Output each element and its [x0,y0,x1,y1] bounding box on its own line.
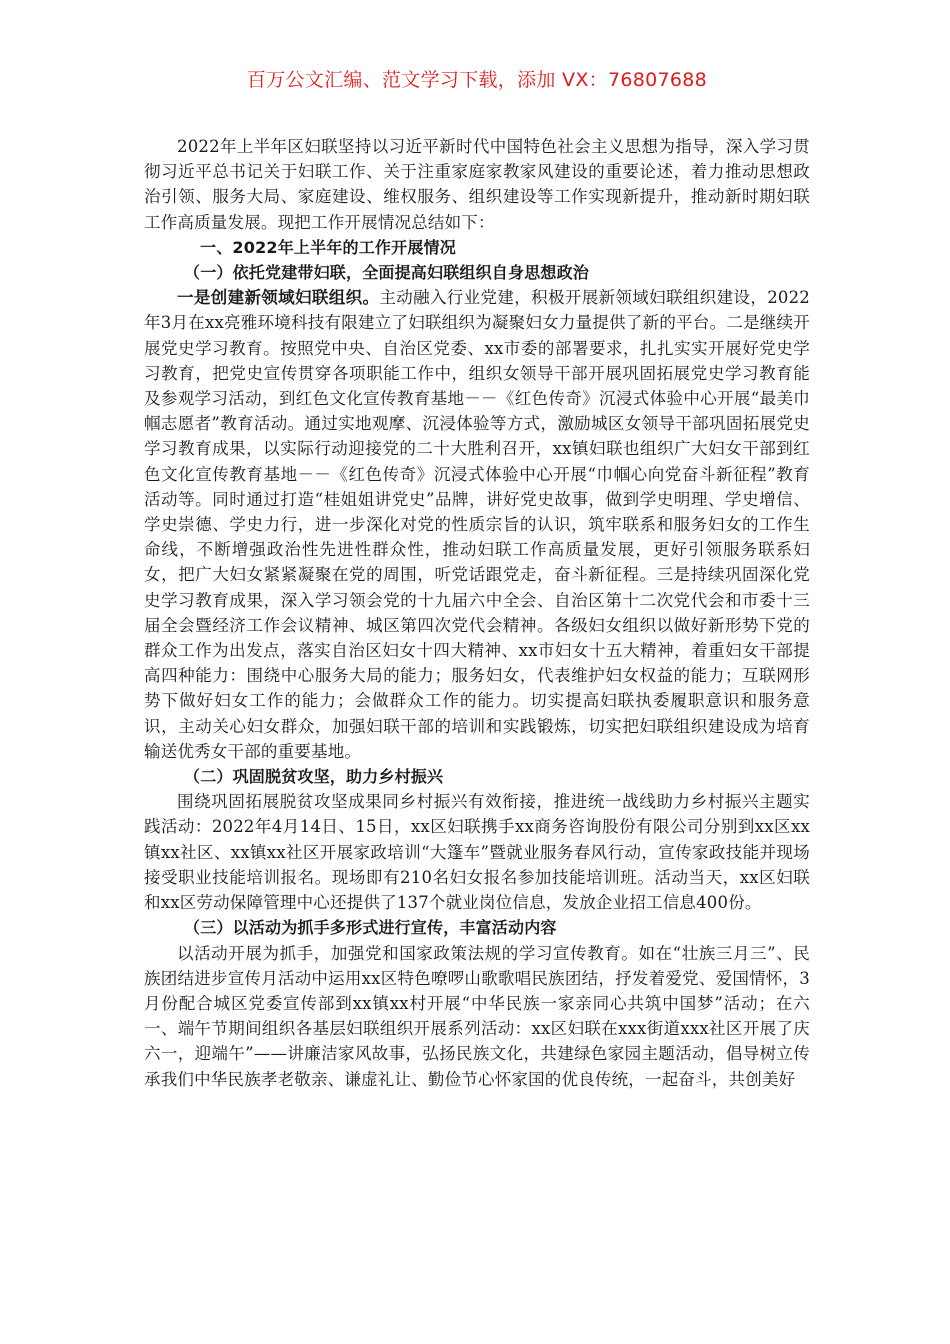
subsection-heading-1: （一）依托党建带妇联，全面提高妇联组织自身思想政治 [184,263,590,283]
header-banner: 百万公文汇编、范文学习下载，添加 VX：76807688 [246,69,708,91]
intro-paragraph: 2022年上半年区妇联坚持以习近平新时代中国特色社会主义思想为指导，深入学习贯彻习近平总书记关于妇联工作、关于注重家庭家教家风建设的重要论述，着力推动思想政治引领、服务大局、家庭建设、维权服务、组织建设等工作实现新提升，推动新时期妇联工作高质量发展。现把工作开展情况总结如下： [144,137,810,232]
document-body [144,134,810,1092]
section-heading: 一、2022年上半年的工作开展情况 [200,237,456,257]
subsection-3-paragraph: 以活动开展为抓手，加强党和国家政策法规的学习宣传教育。如在“壮族三月三”、民族团结进步宣传月活动中运用xx区特色嘹啰山歌歌唱民族团结，抒发着爱党、爱国情怀，3月份配合城区党委宣传部到xx镇xx村开展“中华民族一家亲同心共筑中国梦”活动；在六一、端午节期间组织各基层妇联组织开展系列活动：xx区妇联在xxx街道xxx社区开展了庆六一，迎端午”——讲廉洁家风故事，弘扬民族文化，共建绿色家园主题活动，倡导树立传承我们中华民族孝老敬亲、谦虚礼让、勤俭节心怀家国的优良传统，一起奋斗，共创美好 [144,943,810,1089]
subsection-1-text: 主动融入行业党建，积极开展新领域妇联组织建设，2022年3月在xx亮雅环境科技有限建立了妇联组织为凝聚妇女力量提供了新的平台。二是继续开展党史学习教育。按照党中央、自治区党委、xx市委的部署要求，扎扎实实开展好党史学习教育，把党史宣传贯穿各项职能工作中，组织女领导干部开展巩固拓展党史学习教育能及参观学习活动，到红色文化宣传教育基地－－《红色传奇》沉浸式体验中心开展“最美巾帼志愿者”教育活动。通过实地观摩、沉浸体验等方式，激励城区女领导干部巩固拓展党史学习教育成果，以实际行动迎接党的二十大胜利召开，xx镇妇联也组织广大妇女干部到红色文化宣传教育基地－－《红色传奇》沉浸式体验中心开展“巾帼心向党奋斗新征程”教育活动等。同时通过打造“桂姐姐讲党史”品牌，讲好党史故事，做到学史明理、学史增信、学史崇德、学史力行，进一步深化对党的性质宗旨的认识，筑牢联系和服务妇女的工作生命线，不断增强政治性先进性群众性，推动妇联工作高质量发展，更好引领服务联系妇女，把广大妇女紧紧凝聚在党的周围，听党话跟党走，奋斗新征程。三是持续巩固深化党史学习教育成果，深入学习领会党的十九届六中全会、自治区第十二次党代会和市委十三届全会暨经济工作会议精神、城区第四次党代会精神。各级妇女组织以做好新形势下党的群众工作为出发点，落实自治区妇女十四大精神、xx市妇女十五大精神，着重妇女干部提高四种能力：围绕中心服务大局的能力；服务妇女，代表维护妇女权益的能力；互联网形势下做好妇女工作的能力；会做群众工作的能力。切实提高妇联执委履职意识和服务意识，主动关心妇女群众，加强妇联干部的培训和实践锻炼，切实把妇联组织建设成为培育输送优秀女干部的重要基地。 [144,288,810,761]
lead-phrase: 一是创建新领域妇联组织。 [177,288,380,308]
subsection-2-paragraph: 围绕巩固拓展脱贫攻坚成果同乡村振兴有效衔接，推进统一战线助力乡村振兴主题实践活动：2022年4月14日、15日，xx区妇联携手xx商务咨询股份有限公司分别到xx区xx镇xx社区、xx镇xx社区开展家政培训“大篷车”暨就业服务春风行动，宣传家政技能并现场接受职业技能培训报名。现场即有210名妇女报名参加技能培训班。活动当天，xx区妇联和xx区劳动保障管理中心还提供了137个就业岗位信息，发放企业招工信息400份。 [144,792,810,913]
subsection-heading-2: （二）巩固脱贫攻坚，助力乡村振兴 [184,767,444,787]
subsection-heading-3: （三）以活动为抓手多形式进行宣传，丰富活动内容 [184,918,557,938]
subsection-1-paragraph [144,285,810,764]
